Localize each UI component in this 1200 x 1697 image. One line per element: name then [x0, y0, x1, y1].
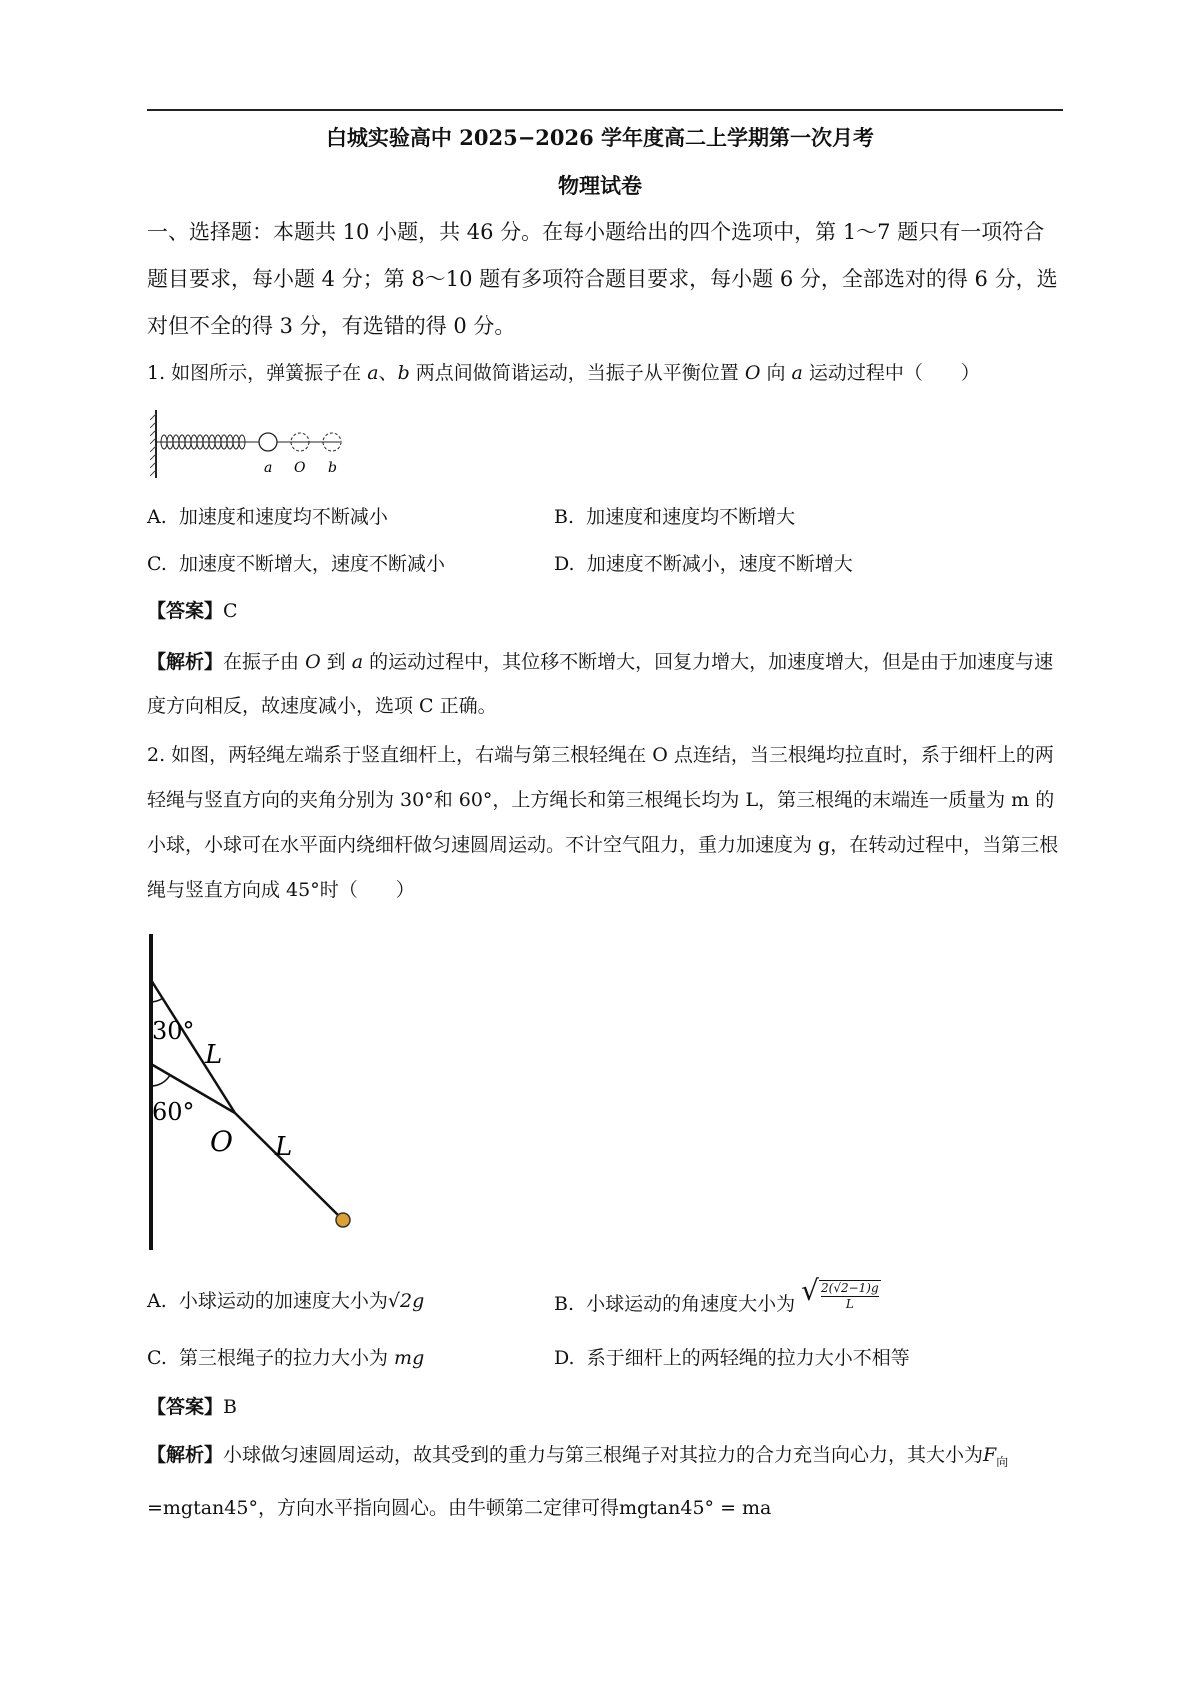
q1-stem: 1. 如图所示，弹簧振子在 a、b 两点间做简谐运动，当振子从平衡位置 O 向 a 运动过程中（ ）	[147, 362, 980, 384]
q1-option-a: A. 加速度和速度均不断减小	[147, 506, 388, 528]
q2-option-d: D. 系于细杆上的两轻绳的拉力大小不相等	[554, 1347, 910, 1369]
q2-analysis: 【解析】小球做匀速圆周运动，故其受到的重力与第三根绳子对其拉力的合力充当向心力，其大小为$F_向=mgtan45^\circ$，方向水平指向圆心。由牛顿第二定律可得mgtan45° = ma	[147, 1444, 1009, 1519]
angle-60-label: 60°	[152, 1098, 195, 1126]
q2-answer: 【答案】B	[147, 1396, 237, 1418]
q1-option-b: B. 加速度和速度均不断增大	[554, 506, 796, 528]
section-instructions: 一、选择题：本题共 10 小题，共 46 分。在每小题给出的四个选项中，第 1～7 题只有一项符合题目要求，每小题 4 分；第 8～10 题有多项符合题目要求，每小题 6 分，全部选对的得 6 分，选对但不全的得 3 分，有选错的得 0 分。	[147, 220, 1058, 338]
q2-option-a: A. 小球运动的加速度大小为√2g	[147, 1290, 425, 1312]
q1-analysis: 【解析】在振子由 O 到 a 的运动过程中，其位移不断增大，回复力增大，加速度增大，但是由于加速度与速度方向相反，故速度减小，选项 C 正确。	[147, 651, 1054, 717]
point-O-label: O	[210, 1125, 233, 1158]
q1-option-d: D. 加速度不断减小，速度不断增大	[554, 553, 853, 575]
spring-oscillator-figure	[150, 408, 350, 480]
exam-subtitle: 物理试卷	[558, 173, 642, 198]
figure-label-a: a	[264, 460, 273, 476]
rope-pendulum-figure	[130, 930, 370, 1252]
angle-30-label: 30°	[152, 1017, 195, 1045]
header-rule	[147, 109, 1063, 111]
q2-option-b: B. 小球运动的角速度大小为 √ $\frac{2(√2-1)g}{L}$	[554, 1274, 879, 1315]
q2-stem: 2. 如图，两轻绳左端系于竖直细杆上，右端与第三根轻绳在 O 点连结，当三根绳均拉直时，系于细杆上的两轻绳与竖直方向的夹角分别为 30°和 60°，上方绳长和第三根绳长均为 L，第三根绳的末端连一质量为 m 的小球，小球可在水平面内绕细杆做匀速圆周运动。不计空气阻力，重力加速度为 g，在转动过程中，当第三根绳与竖直方向成 45°时（ ）	[147, 744, 1059, 901]
figure-label-b: b	[328, 460, 337, 476]
upper-rope-L-label: L	[205, 1040, 223, 1070]
exam-title: 白城实验高中 2025−2026 学年度高二上学期第一次月考	[325, 125, 875, 150]
q1-option-c: C. 加速度不断增大，速度不断减小	[147, 553, 446, 575]
sqrt-fraction: √ $\frac{2(√2-1)g}{L}$	[801, 1274, 879, 1311]
q1-answer: 【答案】C	[147, 600, 238, 622]
figure-label-O: O	[294, 460, 306, 476]
third-rope-L-label: L	[275, 1132, 293, 1162]
q2-option-c: C. 第三根绳子的拉力大小为 mg	[147, 1347, 425, 1369]
